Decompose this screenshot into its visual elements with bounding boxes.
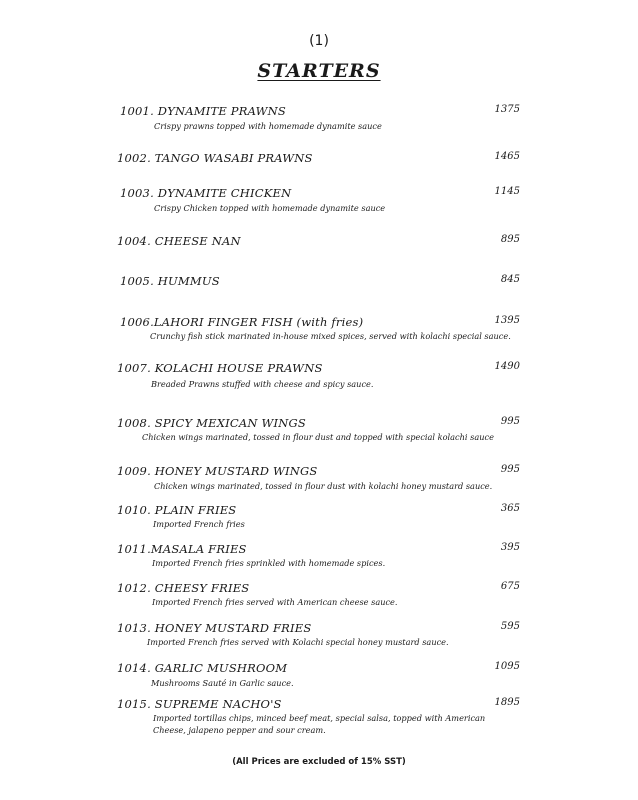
item-price: 995 xyxy=(500,416,520,427)
item-price: 845 xyxy=(500,274,520,285)
item-price: 1395 xyxy=(494,315,520,326)
item-name: 1009. HONEY MUSTARD WINGS xyxy=(117,464,318,478)
item-name: 1007. KOLACHI HOUSE PRAWNS xyxy=(117,361,323,375)
item-description: Imported French fries xyxy=(153,519,245,529)
page-title: STARTERS xyxy=(257,60,381,82)
item-price: 675 xyxy=(500,581,520,592)
item-description: Crispy Chicken topped with homemade dynamite sauce xyxy=(154,203,386,213)
item-price: 595 xyxy=(500,621,520,632)
item-name: 1014. GARLIC MUSHROOM xyxy=(117,661,288,675)
item-description: Imported French fries sprinkled with homemade spices. xyxy=(152,558,386,568)
item-name: 1013. HONEY MUSTARD FRIES xyxy=(117,621,312,635)
item-name: 1008. SPICY MEXICAN WINGS xyxy=(117,416,306,430)
item-name: 1002. TANGO WASABI PRAWNS xyxy=(117,151,313,165)
item-price: 1465 xyxy=(494,151,520,162)
item-price: 995 xyxy=(500,464,520,475)
item-name: 1011.MASALA FRIES xyxy=(117,542,247,556)
item-name: 1015. SUPREME NACHO'S xyxy=(117,697,282,711)
item-description: Chicken wings marinated, tossed in flour dust with kolachi honey mustard sauce. xyxy=(154,481,493,491)
item-price: 1895 xyxy=(494,697,520,708)
item-price: 395 xyxy=(500,542,520,553)
item-description: Imported tortillas chips, minced beef meat, special salsa, topped with American xyxy=(153,713,486,723)
item-description: Imported French fries served with Kolachi special honey mustard sauce. xyxy=(147,637,449,647)
item-price: 1490 xyxy=(494,361,520,372)
item-description: Breaded Prawns stuffed with cheese and spicy sauce. xyxy=(151,379,374,389)
item-name: 1006.LAHORI FINGER FISH (with fries) xyxy=(120,315,364,329)
item-description: Mushrooms Sauté in Garlic sauce. xyxy=(151,678,294,688)
item-price: 895 xyxy=(500,234,520,245)
item-name: 1004. CHEESE NAN xyxy=(117,234,241,248)
item-name: 1003. DYNAMITE CHICKEN xyxy=(120,186,292,200)
item-description: Crunchy fish stick marinated in-house mixed spices, served with kolachi special sauce. xyxy=(150,331,511,341)
item-description-line2: Cheese, jalapeno pepper and sour cream. xyxy=(153,725,326,735)
item-description: Chicken wings marinated, tossed in flour dust and topped with special kolachi sauce xyxy=(142,432,494,442)
item-price: 1375 xyxy=(494,104,520,115)
item-name: 1012. CHEESY FRIES xyxy=(117,581,250,595)
item-price: 1145 xyxy=(494,186,520,197)
item-name: 1001. DYNAMITE PRAWNS xyxy=(120,104,286,118)
item-price: 1095 xyxy=(494,661,520,672)
item-description: Imported French fries served with American cheese sauce. xyxy=(152,597,398,607)
item-name: 1005. HUMMUS xyxy=(120,274,220,288)
item-description: Crispy prawns topped with homemade dynamite sauce xyxy=(154,121,382,131)
item-name: 1010. PLAIN FRIES xyxy=(117,503,237,517)
page-number: (1) xyxy=(309,33,329,49)
item-price: 365 xyxy=(500,503,520,514)
price-disclaimer: (All Prices are excluded of 15% SST) xyxy=(232,757,406,767)
